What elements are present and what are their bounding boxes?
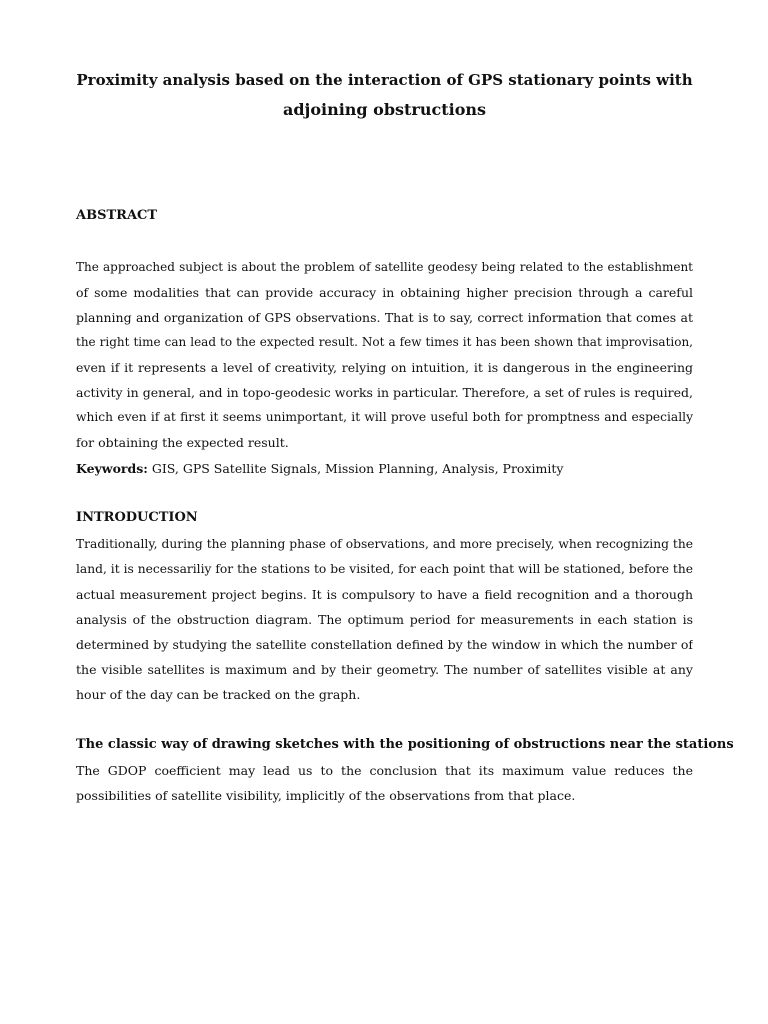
- introduction-heading: INTRODUCTION: [76, 510, 198, 525]
- classic-section-heading: The classic way of drawing sketches with the positioning of obstructions near the stations: [76, 737, 734, 752]
- introduction-line: analysis of the obstruction diagram. The optimum period for measurements in each station is: [76, 612, 693, 627]
- introduction-line: land, it is necessariliy for the stations to be visited, for each point that will be stationed, before the: [76, 562, 693, 576]
- introduction-line: determined by studying the satellite constellation defined by the window in which the number of: [76, 637, 693, 652]
- abstract-paragraph: [76, 255, 693, 455]
- abstract-line: of some modalities that can provide accuracy in obtaining higher precision through a careful: [76, 285, 693, 300]
- paper-title: [76, 66, 693, 124]
- abstract-line: for obtaining the expected result.: [76, 435, 289, 450]
- classic-section-paragraph: [76, 758, 693, 808]
- keywords-line: [76, 458, 563, 480]
- paper-title-line-2: adjoining obstructions: [282, 100, 487, 119]
- abstract-line: The approached subject is about the problem of satellite geodesy being related to the establishment: [76, 260, 693, 274]
- classic-section-line: The GDOP coefficient may lead us to the conclusion that its maximum value reduces the: [76, 763, 693, 778]
- abstract-line: which even if at first it seems unimportant, it will prove useful both for promptness and especially: [76, 410, 693, 424]
- introduction-line: Traditionally, during the planning phase of observations, and more precisely, when recognizing the: [76, 537, 693, 551]
- introduction-paragraph: [76, 532, 693, 707]
- abstract-line: planning and organization of GPS observations. That is to say, correct information that comes at: [76, 310, 693, 325]
- classic-section-line: possibilities of satellite visibility, implicitly of the observations from that place.: [76, 788, 576, 803]
- abstract-line: the right time can lead to the expected result. Not a few times it has been shown that improvisation,: [76, 335, 693, 349]
- paper-title-line-1: Proximity analysis based on the interaction of GPS stationary points with: [76, 71, 693, 89]
- abstract-line: even if it represents a level of creativity, relying on intuition, it is dangerous in the engineering: [76, 360, 693, 375]
- abstract-heading: ABSTRACT: [76, 208, 158, 223]
- abstract-line: activity in general, and in topo-geodesic works in particular. Therefore, a set of rules is required,: [76, 385, 693, 400]
- keywords-list: GIS, GPS Satellite Signals, Mission Planning, Analysis, Proximity: [147, 461, 564, 476]
- keywords-label: Keywords:: [76, 461, 148, 476]
- introduction-line: the visible satellites is maximum and by their geometry. The number of satellites visible at any: [76, 662, 693, 677]
- introduction-line: hour of the day can be tracked on the graph.: [76, 687, 361, 702]
- introduction-line: actual measurement project begins. It is compulsory to have a field recognition and a thorough: [76, 587, 693, 602]
